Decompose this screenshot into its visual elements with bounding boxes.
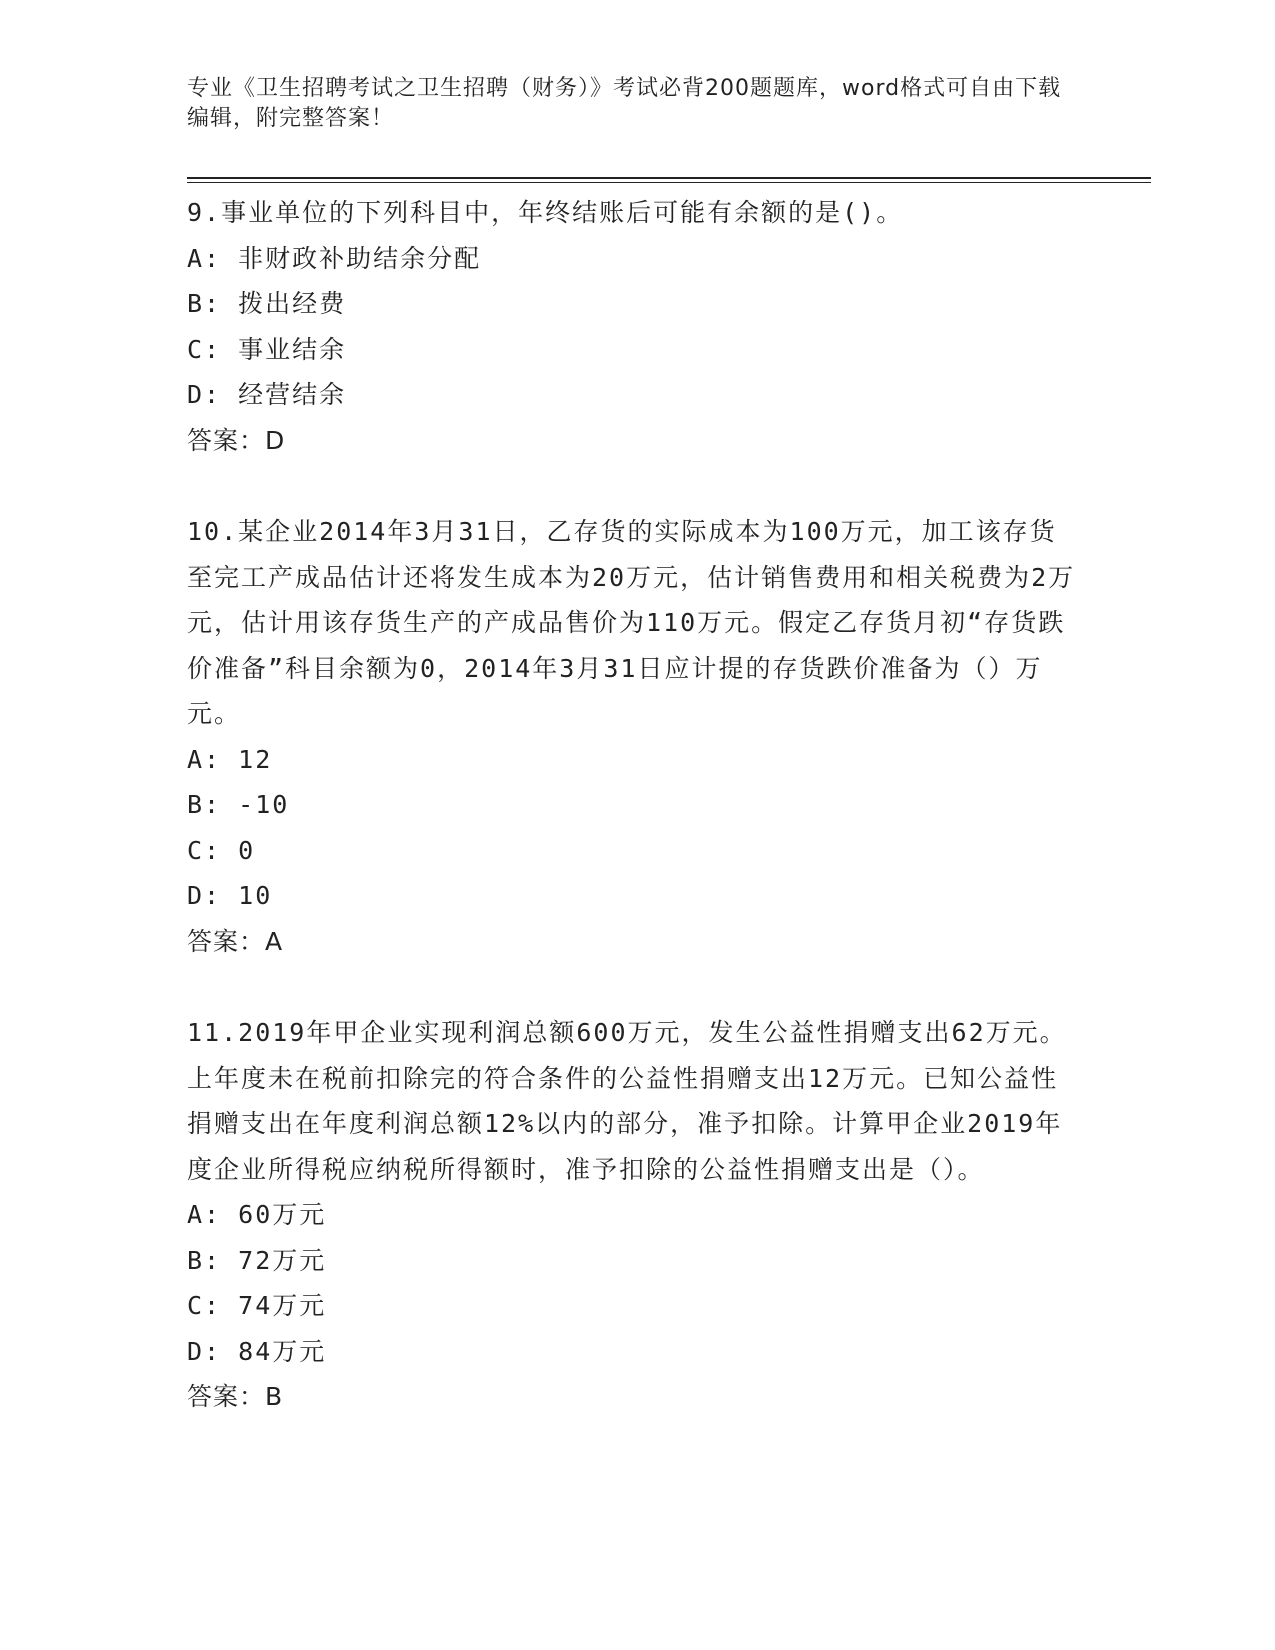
option-c: C: 74万元 (187, 1291, 327, 1320)
option-a: A: 60万元 (187, 1200, 327, 1229)
option-c: C: 0 (187, 835, 256, 865)
answer-line: 答案：B (187, 1382, 284, 1411)
answer-line: 答案：D (187, 425, 286, 455)
header-divider-thick (187, 177, 1151, 179)
header-divider-thin (187, 182, 1151, 183)
question-9 (187, 190, 1077, 463)
answer-line: 答案：A (187, 926, 284, 956)
option-b: B: -10 (187, 790, 290, 819)
question-stem: 10.某企业2014年3月31日，乙存货的实际成本为100万元，加工该存货至完工产成品估计还将发生成本为20万元，估计销售费用和相关税费为2万元，估计用该存货生产的产成品售价为110万元。假定乙存货月初“存货跌价准备”科目余额为0，2014年3月31日应计提的存货跌价准备为（）万元。 (187, 517, 1076, 728)
question-stem: 11.2019年甲企业实现利润总额600万元，发生公益性捐赠支出62万元。上年度未在税前扣除完的符合条件的公益性捐赠支出12万元。已知公益性捐赠支出在年度利润总额12%以内的部分，准予扣除。计算甲企业2019年度企业所得税应纳税所得额时，准予扣除的公益性捐赠支出是（）。 (187, 1018, 1067, 1184)
option-c: C: 事业结余 (187, 334, 347, 364)
question-stem: 9.事业单位的下列科目中，年终结账后可能有余额的是()。 (187, 198, 904, 227)
option-b: B: 72万元 (187, 1245, 327, 1275)
option-b: B: 拨出经费 (187, 289, 347, 318)
question-11 (187, 1010, 1077, 1420)
document-header: 专业《卫生招聘考试之卫生招聘（财务）》考试必背200题题库，word格式可自由下载编辑，附完整答案！ (187, 76, 1062, 131)
option-a: A: 12 (187, 744, 273, 774)
question-10 (187, 509, 1077, 964)
option-d: D: 84万元 (187, 1336, 327, 1366)
option-d: D: 经营结余 (187, 380, 347, 409)
option-d: D: 10 (187, 881, 273, 910)
question-list (187, 190, 1077, 1466)
option-a: A: 非财政补助结余分配 (187, 243, 482, 273)
